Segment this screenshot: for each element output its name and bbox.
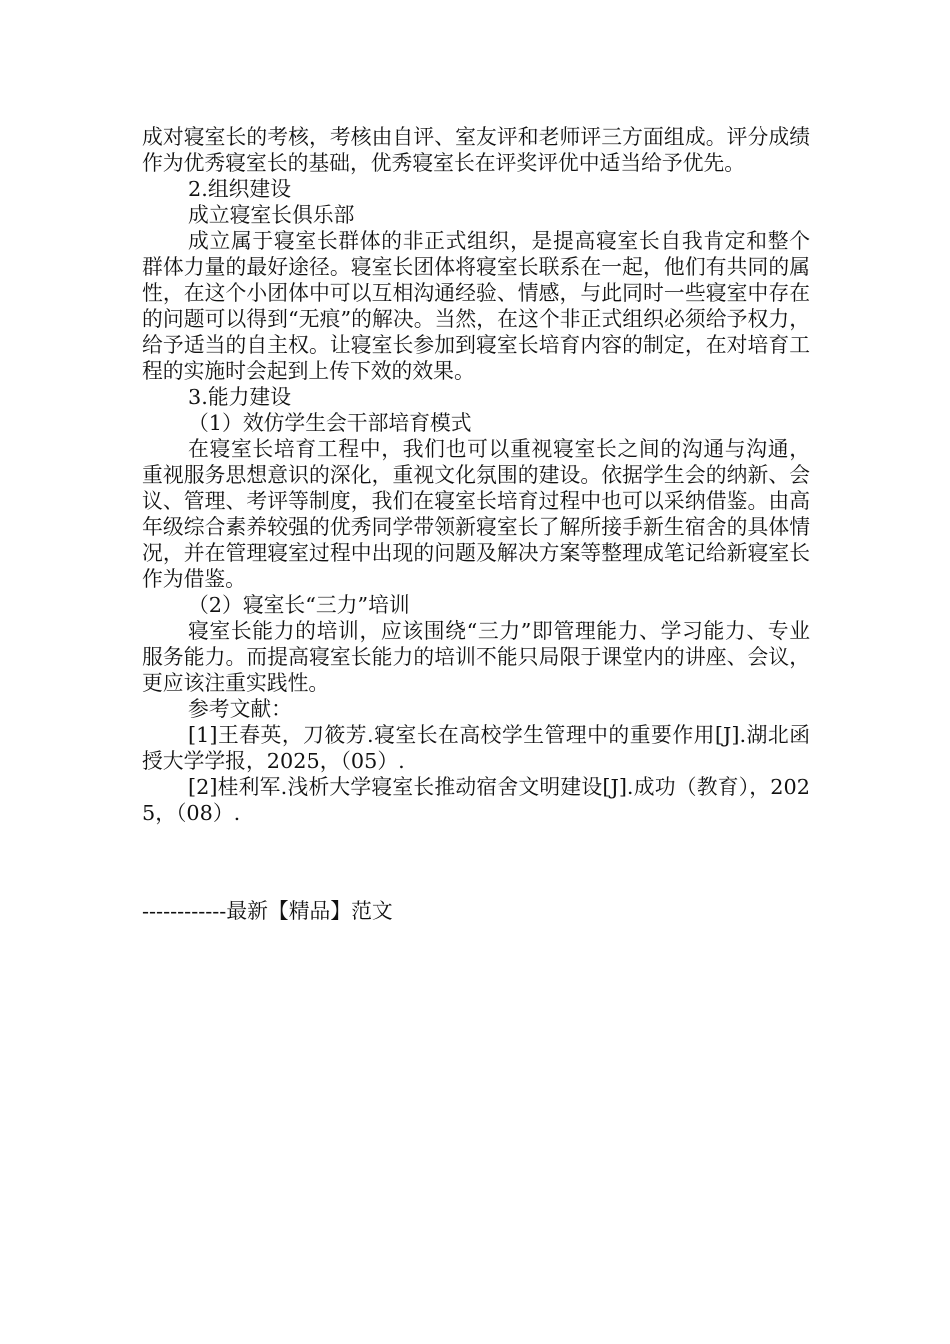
reference-item: [1]王春英，刀筱芳.寝室长在高校学生管理中的重要作用[J].湖北函授大学学报，2025，（05）. <box>142 723 810 773</box>
footer-tagline: ------------最新【精品】范文 <box>142 899 393 923</box>
reference-item: [2]桂利军.浅析大学寝室长推动宿舍文明建设[J].成功（教育），2025，（08）. <box>142 775 810 825</box>
heading-organization: 2.组织建设 <box>188 177 292 201</box>
references-heading: 参考文献： <box>188 697 292 721</box>
paragraph-student-union: 在寝室长培育工程中，我们也可以重视寝室长之间的沟通与沟通，重视服务思想意识的深化，重视文化氛围的建设。依据学生会的纳新、会议、管理、考评等制度，我们在寝室长培育过程中也可以采纳借鉴。由高年级综合素养较强的优秀同学带领新寝室长了解所接手新生宿舍的具体情况，并在管理寝室过程中出现的问题及解决方案等整理成笔记给新寝室长作为借鉴。 <box>142 437 810 591</box>
subheading-three-abilities: （2）寝室长“三力”培训 <box>188 593 410 617</box>
subheading-student-union: （1）效仿学生会干部培育模式 <box>188 411 472 435</box>
paragraph-club: 成立属于寝室长群体的非正式组织，是提高寝室长自我肯定和整个群体力量的最好途径。寝室长团体将寝室长联系在一起，他们有共同的属性，在这个小团体中可以互相沟通经验、情感，与此同时一些寝室中存在的问题可以得到“无痕”的解决。当然，在这个非正式组织必须给予权力，给予适当的自主权。让寝室长参加到寝室长培育内容的制定，在对培育工程的实施时会起到上传下效的效果。 <box>142 229 810 383</box>
paragraph-assessment: 成对寝室长的考核，考核由自评、室友评和老师评三方面组成。评分成绩作为优秀寝室长的基础，优秀寝室长在评奖评优中适当给予优先。 <box>142 125 810 175</box>
heading-ability: 3.能力建设 <box>188 385 292 409</box>
subheading-club: 成立寝室长俱乐部 <box>188 203 355 227</box>
document-body <box>142 124 810 826</box>
paragraph-three-abilities: 寝室长能力的培训，应该围绕“三力”即管理能力、学习能力、专业服务能力。而提高寝室长能力的培训不能只局限于课堂内的讲座、会议，更应该注重实践性。 <box>142 619 810 695</box>
